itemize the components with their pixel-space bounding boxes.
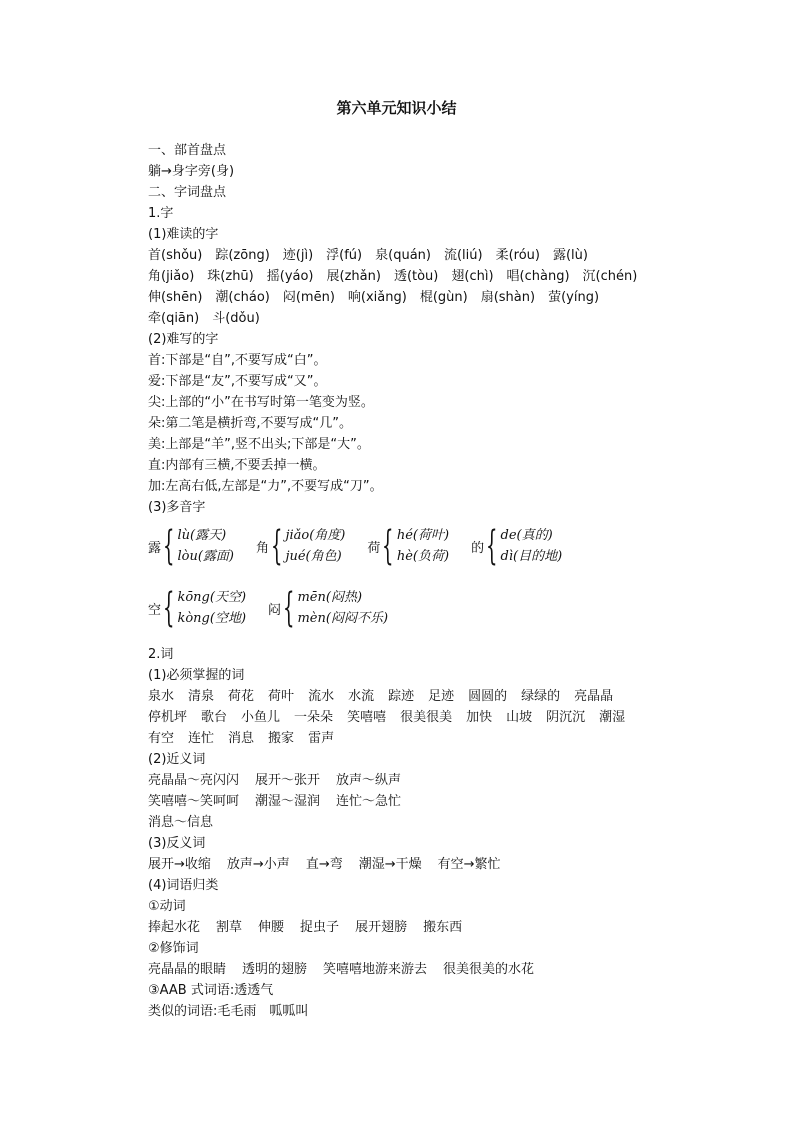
modifiers-heading: ②修饰词	[148, 941, 199, 956]
word-row	[148, 728, 708, 749]
pinyin-item: 沉(chén)	[582, 269, 638, 284]
word-item: 阴沉沉	[546, 710, 586, 725]
reading: de(真的)	[500, 528, 553, 543]
section-words-heading: 二、字词盘点	[148, 185, 227, 200]
pinyin-item: 翅(chì)	[451, 269, 494, 284]
words-heading: 2.词	[148, 647, 174, 662]
reading: kōng(天空)	[177, 590, 247, 605]
hard-read-row	[148, 266, 708, 287]
synonym-pair: 消息～信息	[148, 815, 214, 830]
modifier-item: 透明的翅膀	[242, 962, 308, 977]
verb-item: 捉虫子	[300, 920, 340, 935]
polyphone-row	[148, 586, 708, 630]
verb-item: 伸腰	[258, 920, 285, 935]
pinyin-item: 流(liú)	[443, 248, 483, 263]
brace-symbol: {	[163, 585, 175, 631]
hard-write-line: 美:上部是“羊”,竖不出头;下部是“大”。	[148, 437, 370, 452]
polyphone-heading: (3)多音字	[148, 500, 206, 515]
word-item: 笑嘻嘻	[347, 710, 387, 725]
word-item: 加快	[466, 710, 493, 725]
polyphone-group	[471, 525, 562, 567]
polyphone-group	[256, 525, 345, 567]
word-item: 歌台	[201, 710, 228, 725]
reading: mèn(闷闷不乐)	[297, 611, 389, 626]
modifiers-row	[148, 959, 708, 980]
word-item: 荷叶	[268, 689, 295, 704]
word-item: 亮晶晶	[574, 689, 614, 704]
categories-heading: (4)词语归类	[148, 878, 219, 893]
verb-item: 展开翅膀	[355, 920, 408, 935]
word-row	[148, 707, 708, 728]
word-item: 停机坪	[148, 710, 188, 725]
pinyin-item: 唱(chàng)	[506, 269, 570, 284]
brace-symbol: {	[382, 523, 394, 569]
pinyin-item: 斗(dǒu)	[212, 311, 260, 326]
antonym-pair: 潮湿→干燥	[358, 857, 422, 872]
polyphone-char: 露	[148, 540, 162, 556]
reading: lòu(露面)	[177, 549, 234, 564]
word-item: 很美很美	[400, 710, 453, 725]
synonym-pair: 放声～纵声	[336, 773, 402, 788]
brace-symbol: {	[270, 523, 283, 569]
polyphone-group	[148, 525, 234, 567]
verbs-heading: ①动词	[148, 899, 186, 914]
word-item: 绿绿的	[521, 689, 561, 704]
word-item: 足迹	[428, 689, 455, 704]
hard-write-line: 首:下部是“自”,不要写成“白”。	[148, 353, 327, 368]
polyphone-char: 角	[255, 540, 269, 556]
word-item: 一朵朵	[294, 710, 334, 725]
synonym-pair: 笑嘻嘻～笑呵呵	[148, 794, 240, 809]
characters-heading: 1.字	[148, 206, 174, 221]
brace-symbol: {	[486, 523, 498, 569]
hard-write-line: 朵:第二笔是横折弯,不要写成“几”。	[148, 416, 352, 431]
pinyin-item: 珠(zhū)	[207, 269, 254, 284]
reading: jué(角色)	[285, 549, 342, 564]
word-item: 山坡	[506, 710, 533, 725]
pinyin-item: 首(shǒu)	[148, 248, 203, 263]
word-item: 荷花	[228, 689, 255, 704]
word-item: 流水	[308, 689, 335, 704]
synonym-row	[148, 791, 708, 812]
word-item: 泉水	[148, 689, 175, 704]
verbs-row	[148, 917, 708, 938]
reading: kòng(空地)	[177, 611, 247, 626]
synonym-row	[148, 770, 708, 791]
reading: hè(负荷)	[396, 549, 450, 564]
verb-item: 搬东西	[423, 920, 463, 935]
antonym-pair: 展开→收缩	[148, 857, 211, 872]
polyphone-group	[367, 525, 449, 567]
polyphone-char: 闷	[268, 602, 282, 618]
pinyin-item: 棍(gùn)	[419, 290, 468, 305]
reading: mēn(闷热)	[297, 590, 363, 605]
polyphone-group	[148, 587, 246, 629]
modifier-item: 很美很美的水花	[443, 962, 535, 977]
page-title: 第六单元知识小结	[336, 99, 457, 117]
synonym-pair: 亮晶晶～亮闪闪	[148, 773, 240, 788]
pinyin-item: 展(zhǎn)	[326, 269, 381, 284]
polyphone-char: 的	[471, 540, 485, 556]
synonym-pair: 潮湿～湿润	[255, 794, 321, 809]
reading: lù(露天)	[177, 528, 227, 543]
word-item: 水流	[348, 689, 375, 704]
antonym-pair: 有空→繁忙	[437, 857, 501, 872]
pinyin-item: 露(lù)	[552, 248, 588, 263]
hard-read-row	[148, 308, 708, 329]
polyphone-group	[268, 587, 388, 629]
brace-symbol: {	[283, 585, 295, 631]
pinyin-item: 摇(yáo)	[266, 269, 314, 284]
pinyin-item: 扇(shàn)	[480, 290, 536, 305]
pinyin-item: 闷(mēn)	[282, 290, 335, 305]
antonym-row	[148, 854, 708, 875]
must-know-heading: (1)必须掌握的词	[148, 668, 245, 683]
similar-words-line: 类似的词语:毛毛雨 呱呱叫	[148, 1004, 309, 1019]
polyphone-char: 荷	[367, 540, 381, 556]
hard-write-line: 加:左高右低,左部是“力”,不要写成“刀”。	[148, 479, 383, 494]
word-item: 圆圆的	[468, 689, 508, 704]
polyphone-row	[148, 524, 708, 568]
word-item: 雷声	[308, 731, 335, 746]
hard-read-heading: (1)难读的字	[148, 227, 219, 242]
synonym-pair: 展开～张开	[255, 773, 321, 788]
word-item: 踪迹	[388, 689, 415, 704]
section-radicals-heading: 一、部首盘点	[148, 143, 227, 158]
hard-write-line: 直:内部有三横,不要丢掉一横。	[148, 458, 326, 473]
pinyin-item: 响(xiǎng)	[347, 290, 407, 305]
antonym-pair: 直→弯	[305, 857, 343, 872]
modifier-item: 亮晶晶的眼睛	[148, 962, 227, 977]
word-item: 小鱼儿	[241, 710, 281, 725]
reading: dì(目的地)	[500, 549, 563, 564]
pinyin-item: 潮(cháo)	[215, 290, 270, 305]
word-item: 连忙	[188, 731, 215, 746]
summary-body	[148, 140, 708, 1022]
synonym-row	[148, 812, 708, 833]
hard-read-row	[148, 287, 708, 308]
pinyin-item: 踪(zōng)	[215, 248, 270, 263]
pinyin-item: 萤(yíng)	[548, 290, 600, 305]
pinyin-item: 透(tòu)	[393, 269, 439, 284]
aab-line: ③AAB 式词语:透透气	[148, 983, 274, 998]
pinyin-item: 伸(shēn)	[148, 290, 203, 305]
hard-read-row	[148, 245, 708, 266]
radical-line: 躺→身字旁(身)	[148, 164, 235, 179]
pinyin-item: 泉(quán)	[375, 248, 431, 263]
reading: hé(荷叶)	[396, 528, 450, 543]
pinyin-item: 柔(róu)	[495, 248, 540, 263]
pinyin-item: 浮(fú)	[326, 248, 363, 263]
reading: jiǎo(角度)	[285, 528, 346, 543]
word-row	[148, 686, 708, 707]
pinyin-item: 迹(jì)	[282, 248, 314, 263]
hard-write-line: 尖:上部的“小”在书写时第一笔变为竖。	[148, 395, 374, 410]
polyphone-char: 空	[148, 602, 162, 618]
verb-item: 割草	[216, 920, 243, 935]
synonyms-heading: (2)近义词	[148, 752, 206, 767]
pinyin-item: 角(jiǎo)	[148, 269, 195, 284]
brace-symbol: {	[163, 523, 175, 569]
hard-write-line: 爱:下部是“友”,不要写成“又”。	[148, 374, 327, 389]
pinyin-item: 牵(qiān)	[148, 311, 200, 326]
word-item: 清泉	[188, 689, 215, 704]
antonyms-heading: (3)反义词	[148, 836, 206, 851]
word-item: 有空	[148, 731, 175, 746]
hard-write-heading: (2)难写的字	[148, 332, 219, 347]
modifier-item: 笑嘻嘻地游来游去	[323, 962, 428, 977]
word-item: 搬家	[268, 731, 295, 746]
synonym-pair: 连忙～急忙	[336, 794, 402, 809]
antonym-pair: 放声→小声	[226, 857, 290, 872]
word-item: 消息	[228, 731, 255, 746]
verb-item: 捧起水花	[148, 920, 201, 935]
word-item: 潮湿	[599, 710, 626, 725]
